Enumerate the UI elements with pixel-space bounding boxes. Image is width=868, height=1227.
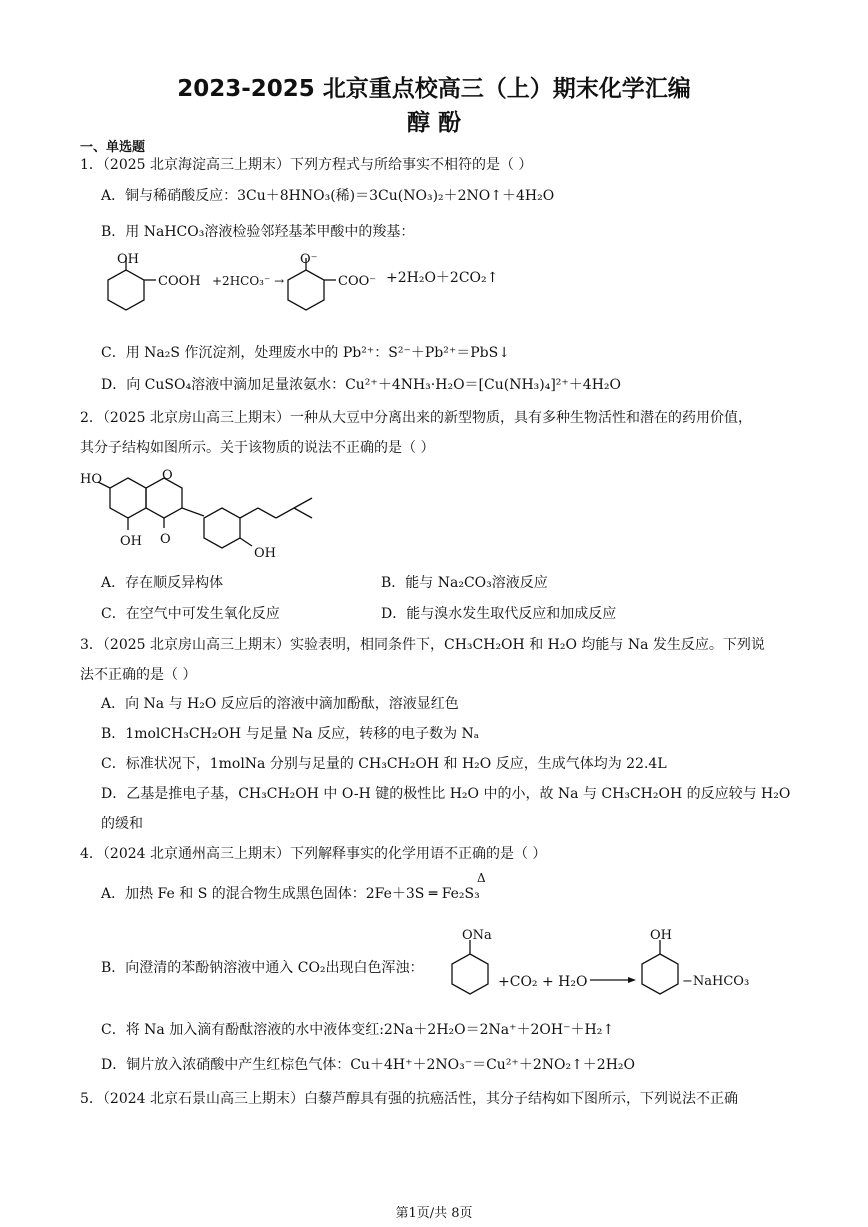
q2-struct-o: O bbox=[162, 468, 173, 483]
q3-stem-line1: 3．（2025 北京房山高三上期末）实验表明，相同条件下，CH₃CH₂OH 和 H₂O 均能与 Na 发生反应。下列说 bbox=[80, 637, 765, 653]
q1-reactant-cooh: COOH bbox=[158, 274, 201, 289]
q1-reagent: +2HCO₃⁻ → bbox=[212, 274, 285, 288]
q5-stem: 5．（2024 北京石景山高三上期末）白藜芦醇具有强的抗癌活性，其分子结构如下图所示，下列说法不正确 bbox=[80, 1091, 738, 1107]
q2-option-d: D．能与溴水发生取代反应和加成反应 bbox=[381, 606, 617, 622]
q1-option-b: B．用 NaHCO₃溶液检验邻羟基苯甲酸中的羧基： bbox=[101, 224, 415, 240]
q1-reactant-oh: OH bbox=[117, 252, 139, 267]
q2-option-a: A．存在顺反异构体 bbox=[101, 575, 224, 591]
q2-stem-line2: 其分子结构如图所示。关于该物质的说法不正确的是（ ） bbox=[80, 440, 435, 456]
q1-stem: 1．（2025 北京海淀高三上期末）下列方程式与所给事实不相符的是（ ） bbox=[80, 157, 533, 173]
q4-option-d: D．铜片放入浓硝酸中产生红棕色气体：Cu＋4H⁺＋2NO₃⁻＝Cu²⁺＋2NO₂↑＋2H₂O bbox=[101, 1057, 636, 1073]
q1-product-coo: COO⁻ bbox=[338, 274, 377, 289]
q2-struct-oh1: OH bbox=[120, 534, 142, 549]
q3-option-d-line1: D．乙基是推电子基，CH₃CH₂OH 中 O-H 键的极性比 H₂O 中的小，故 Na 与 CH₃CH₂OH 的反应较与 H₂O bbox=[101, 786, 791, 802]
q4-reagents: +CO₂ + H₂O bbox=[498, 974, 588, 990]
q4-delta: Δ bbox=[477, 871, 486, 885]
page-footer: 第1页/共 8页 bbox=[395, 1206, 473, 1221]
q1-option-c: C．用 Na₂S 作沉淀剂，处理废水中的 Pb²⁺：S²⁻＋Pb²⁺＝PbS↓ bbox=[101, 345, 510, 361]
q2-option-b: B．能与 Na₂CO₃溶液反应 bbox=[381, 575, 548, 591]
q2-struct-ho: HO bbox=[80, 472, 102, 487]
q1-option-d: D．向 CuSO₄溶液中滴加足量浓氨水：Cu²⁺＋4NH₃·H₂O＝[Cu(NH₃)₄]²⁺＋4H₂O bbox=[101, 377, 622, 393]
q2-stem-line1: 2．（2025 北京房山高三上期末）一种从大豆中分离出来的新型物质，具有多种生物活性和潜在的药用价值， bbox=[80, 410, 752, 426]
q4-struct-ona: ONa bbox=[462, 928, 492, 943]
q3-option-c: C．标准状况下，1molNa 分别与足量的 CH₃CH₂OH 和 H₂O 反应，生成气体均为 22.4L bbox=[101, 756, 667, 772]
q4-option-c: C．将 Na 加入滴有酚酞溶液的水中液体变红:2Na＋2H₂O＝2Na⁺＋2OH⁻＋H₂↑ bbox=[101, 1022, 615, 1038]
q4-option-a: A．加热 Fe 和 S 的混合物生成黑色固体：2Fe＋3S ═ Fe₂S₃ bbox=[101, 886, 480, 902]
q1-product-o: O⁻ bbox=[300, 252, 318, 267]
q1-products: +2H₂O＋2CO₂↑ bbox=[386, 270, 499, 286]
q2-struct-oh2: OH bbox=[254, 546, 276, 561]
q2-struct-o2: O bbox=[160, 532, 171, 547]
q3-option-b: B．1molCH₃CH₂OH 与足量 Na 反应，转移的电子数为 Nₐ bbox=[101, 726, 480, 742]
q4-product-nahco3: −NaHCO₃ bbox=[682, 974, 750, 989]
q4-stem: 4．（2024 北京通州高三上期末）下列解释事实的化学用语不正确的是（ ） bbox=[80, 846, 547, 862]
page-subtitle: 醇 酚 bbox=[406, 110, 461, 136]
q3-option-d-line2: 的缓和 bbox=[101, 816, 143, 832]
q1-option-a: A．铜与稀硝酸反应：3Cu＋8HNO₃(稀)＝3Cu(NO₃)₂＋2NO↑＋4H₂O bbox=[101, 188, 555, 204]
q3-stem-line2: 法不正确的是（ ） bbox=[80, 667, 197, 683]
q4-option-b: B．向澄清的苯酚钠溶液中通入 CO₂出现白色浑浊： bbox=[101, 960, 424, 976]
q3-option-a: A．向 Na 与 H₂O 反应后的溶液中滴加酚酞，溶液显红色 bbox=[101, 696, 459, 712]
page-title: 2023-2025 北京重点校高三（上）期末化学汇编 bbox=[177, 76, 691, 102]
q2-option-c: C．在空气中可发生氧化反应 bbox=[101, 606, 280, 622]
section-heading: 一、单选题 bbox=[80, 140, 146, 155]
q4-struct-oh: OH bbox=[650, 928, 672, 943]
